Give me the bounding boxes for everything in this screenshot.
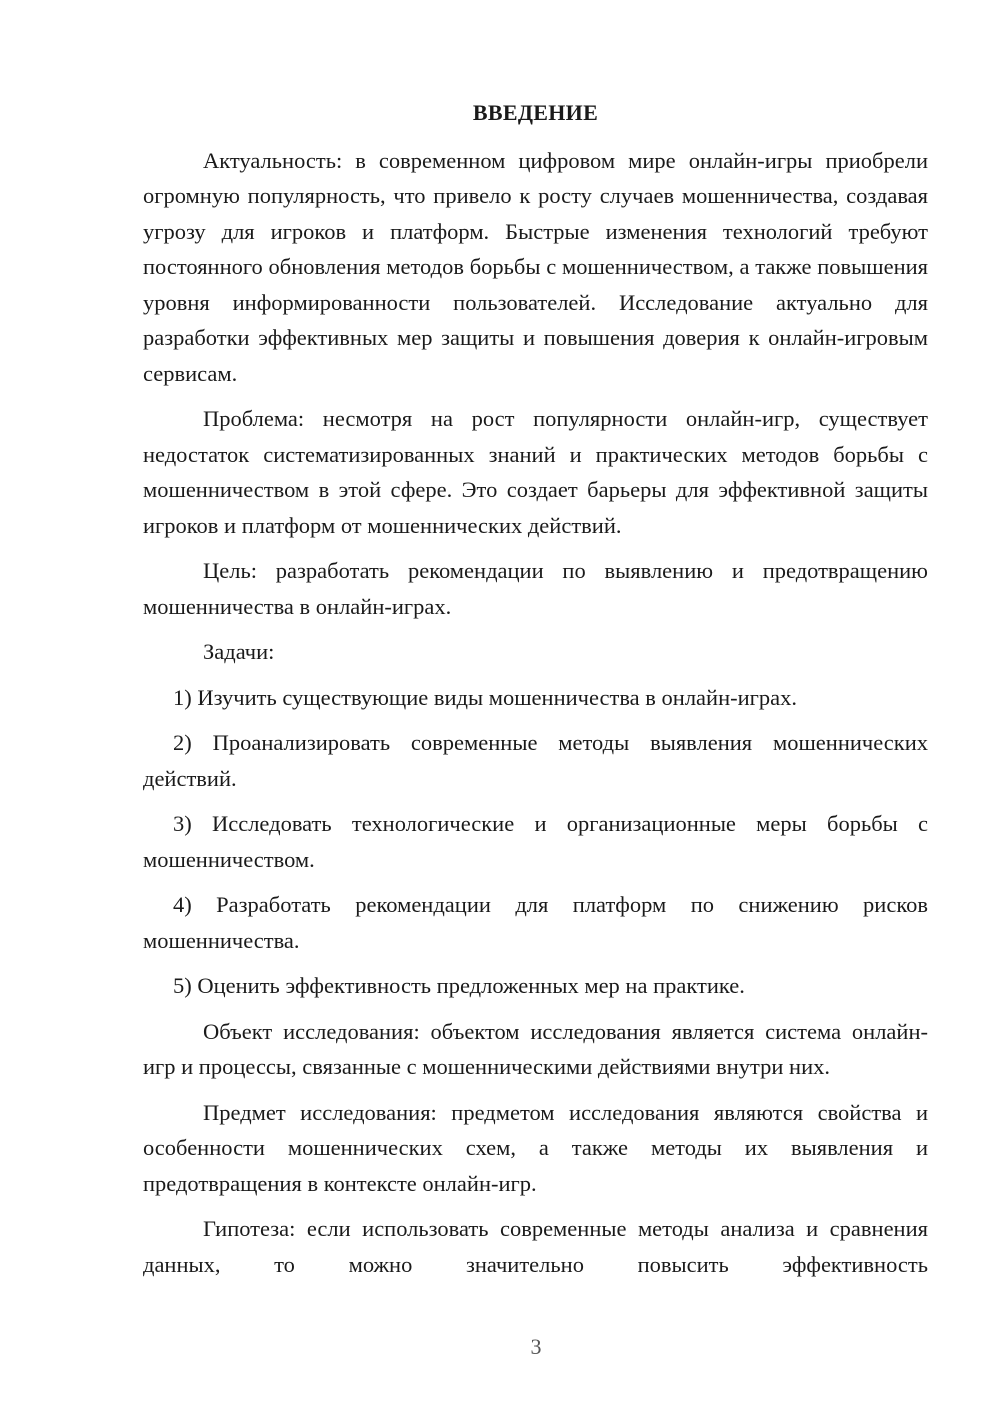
task-item-5: 5) Оценить эффективность предложенных мер на практике.	[173, 973, 745, 998]
section-title: ВВЕДЕНИЕ	[472, 100, 599, 125]
task-item-4: 4) Разработать рекомендации для платформ по снижению рисков мошенничества.	[143, 892, 928, 953]
document-page	[143, 95, 928, 1292]
paragraph-object: Объект исследования: объектом исследования является система онлайн-игр и процессы, связанные с мошенническими действиями внутри них.	[143, 1018, 928, 1079]
paragraph-relevance: Актуальность: в современном цифровом мире онлайн-игры приобрели огромную популярность, что привело к росту случаев мошенничества, создавая угрозу для игроков и платформ. Быстрые изменения технологий требуют постоянного обновления методов борьбы с мошенничеством, а также повышения уровня информированности пользователей. Исследование актуально для разработки эффективных мер защиты и повышения доверия к онлайн-игровым сервисам.	[143, 147, 928, 386]
paragraph-hypothesis: Гипотеза: если использовать современные методы анализа и сравнения данных, то можно значительно повысить эффективность	[143, 1216, 928, 1277]
paragraph-goal: Цель: разработать рекомендации по выявлению и предотвращению мошенничества в онлайн-играх.	[143, 558, 928, 619]
task-item-1: 1) Изучить существующие виды мошенничества в онлайн-играх.	[173, 684, 797, 710]
task-item-3: 3) Исследовать технологические и организационные меры борьбы с мошенничеством.	[143, 811, 928, 872]
task-item-2: 2) Проанализировать современные методы выявления мошеннических действий.	[143, 730, 928, 791]
paragraph-subject: Предмет исследования: предметом исследования являются свойства и особенности мошеннических схем, а также методы их выявления и предотвращения в контексте онлайн-игр.	[143, 1099, 928, 1196]
page-number: 3	[530, 1334, 542, 1359]
paragraph-tasks-heading: Задачи:	[203, 639, 275, 664]
paragraph-problem: Проблема: несмотря на рост популярности онлайн-игр, существует недостаток систематизированных знаний и практических методов борьбы с мошенничеством в этой сфере. Это создает барьеры для эффективной защиты игроков и платформ от мошеннических действий.	[143, 406, 928, 538]
